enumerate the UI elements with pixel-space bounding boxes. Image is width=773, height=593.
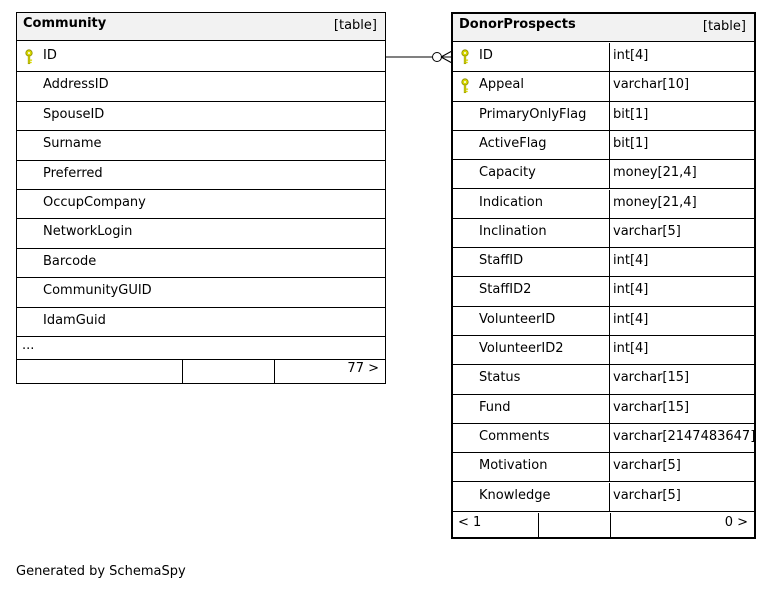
- column-type: varchar[15]: [613, 370, 690, 386]
- column-divider: [609, 395, 610, 423]
- footer-children-count: 77 >: [347, 361, 379, 376]
- column-divider: [609, 307, 610, 335]
- column-name: Knowledge: [479, 487, 551, 503]
- table-header: [17, 13, 385, 41]
- table-community[interactable]: [16, 12, 386, 384]
- column-row: [453, 365, 754, 394]
- column-type: varchar[5]: [613, 487, 681, 503]
- column-row: [17, 278, 385, 307]
- column-row: [453, 219, 754, 248]
- footer-children-count: 0 >: [724, 515, 748, 530]
- footer-parents: < 1: [458, 515, 482, 530]
- column-type: money[21,4]: [613, 194, 697, 210]
- column-row: [17, 308, 385, 337]
- column-name: AddressID: [43, 77, 109, 93]
- column-divider: [609, 43, 610, 71]
- column-type: int[4]: [613, 282, 649, 298]
- column-name: VolunteerID2: [479, 341, 564, 356]
- column-name: PrimaryOnlyFlag: [479, 106, 587, 122]
- column-divider: [609, 131, 610, 159]
- column-row: [17, 161, 385, 190]
- column-row: [453, 72, 754, 101]
- column-row: [17, 219, 385, 248]
- column-row: [453, 43, 754, 72]
- column-row: [453, 190, 754, 219]
- column-row: [453, 424, 754, 453]
- column-name: Fund: [479, 399, 511, 415]
- column-type: int[4]: [613, 253, 649, 269]
- column-type: varchar[10]: [613, 77, 690, 93]
- column-divider: [609, 102, 610, 130]
- column-divider: [609, 190, 610, 218]
- column-divider: [609, 424, 610, 452]
- column-name: Barcode: [43, 253, 97, 269]
- column-row: [453, 483, 754, 512]
- footer-divider: [182, 359, 183, 383]
- column-name: ID: [43, 48, 57, 63]
- column-name: VolunteerID: [479, 311, 556, 327]
- column-type: varchar[2147483647]: [613, 428, 756, 444]
- column-name: StaffID2: [479, 282, 532, 298]
- column-divider: [609, 72, 610, 100]
- column-type: int[4]: [613, 48, 649, 63]
- footer-divider: [274, 359, 275, 383]
- primary-key-icon: [460, 78, 470, 94]
- column-type: money[21,4]: [613, 165, 697, 181]
- column-row: [17, 131, 385, 160]
- column-row: [453, 102, 754, 131]
- column-type: bit[1]: [613, 106, 649, 122]
- column-row: [453, 131, 754, 160]
- column-type: varchar[5]: [613, 458, 681, 474]
- footer-divider: [610, 513, 611, 537]
- table-footer: [453, 513, 754, 537]
- column-type: int[4]: [613, 311, 649, 327]
- column-divider: [609, 277, 610, 305]
- column-row: [453, 307, 754, 336]
- column-name: ActiveFlag: [479, 135, 547, 151]
- table-kind: [table]: [333, 18, 377, 33]
- column-name: ID: [479, 48, 493, 63]
- column-name: Motivation: [479, 458, 548, 474]
- column-row: [17, 249, 385, 278]
- primary-key-icon: [24, 49, 34, 65]
- column-name: Capacity: [479, 165, 536, 181]
- table-footer: [17, 359, 385, 383]
- column-row: [17, 72, 385, 101]
- more-columns-row: [17, 337, 385, 360]
- more-columns-indicator: ...: [22, 338, 35, 353]
- column-name: Preferred: [43, 165, 103, 181]
- column-row: [17, 43, 385, 72]
- column-divider: [609, 248, 610, 276]
- column-divider: [609, 219, 610, 247]
- column-name: NetworkLogin: [43, 224, 133, 240]
- table-kind: [table]: [702, 19, 746, 34]
- column-type: varchar[15]: [613, 399, 690, 415]
- column-name: CommunityGUID: [43, 283, 152, 299]
- column-name: Surname: [43, 136, 102, 152]
- column-row: [453, 277, 754, 306]
- column-type: int[4]: [613, 341, 649, 356]
- column-name: IdamGuid: [43, 312, 106, 328]
- column-type: varchar[5]: [613, 223, 681, 239]
- column-name: StaffID: [479, 253, 524, 269]
- table-donorprospects[interactable]: [451, 12, 756, 539]
- zero-optional-marker: [433, 53, 442, 62]
- column-row: [453, 453, 754, 482]
- column-divider: [609, 453, 610, 481]
- table-title: DonorProspects: [459, 17, 576, 32]
- column-name: Indication: [479, 194, 543, 210]
- column-name: SpouseID: [43, 106, 105, 122]
- column-row: [453, 336, 754, 365]
- column-row: [17, 190, 385, 219]
- column-name: Status: [479, 370, 521, 386]
- column-name: OccupCompany: [43, 195, 146, 210]
- column-row: [453, 248, 754, 277]
- column-name: Comments: [479, 428, 550, 444]
- column-divider: [609, 365, 610, 393]
- column-row: [453, 395, 754, 424]
- table-title: Community: [23, 16, 107, 31]
- column-divider: [609, 160, 610, 188]
- column-divider: [609, 483, 610, 511]
- column-type: bit[1]: [613, 135, 649, 151]
- generated-by-label: Generated by SchemaSpy: [16, 564, 186, 579]
- column-row: [17, 102, 385, 131]
- column-name: Inclination: [479, 223, 547, 239]
- table-header: [453, 14, 754, 42]
- column-row: [453, 160, 754, 189]
- column-divider: [609, 336, 610, 364]
- primary-key-icon: [460, 49, 470, 65]
- footer-divider: [538, 513, 539, 537]
- column-name: Appeal: [479, 77, 524, 93]
